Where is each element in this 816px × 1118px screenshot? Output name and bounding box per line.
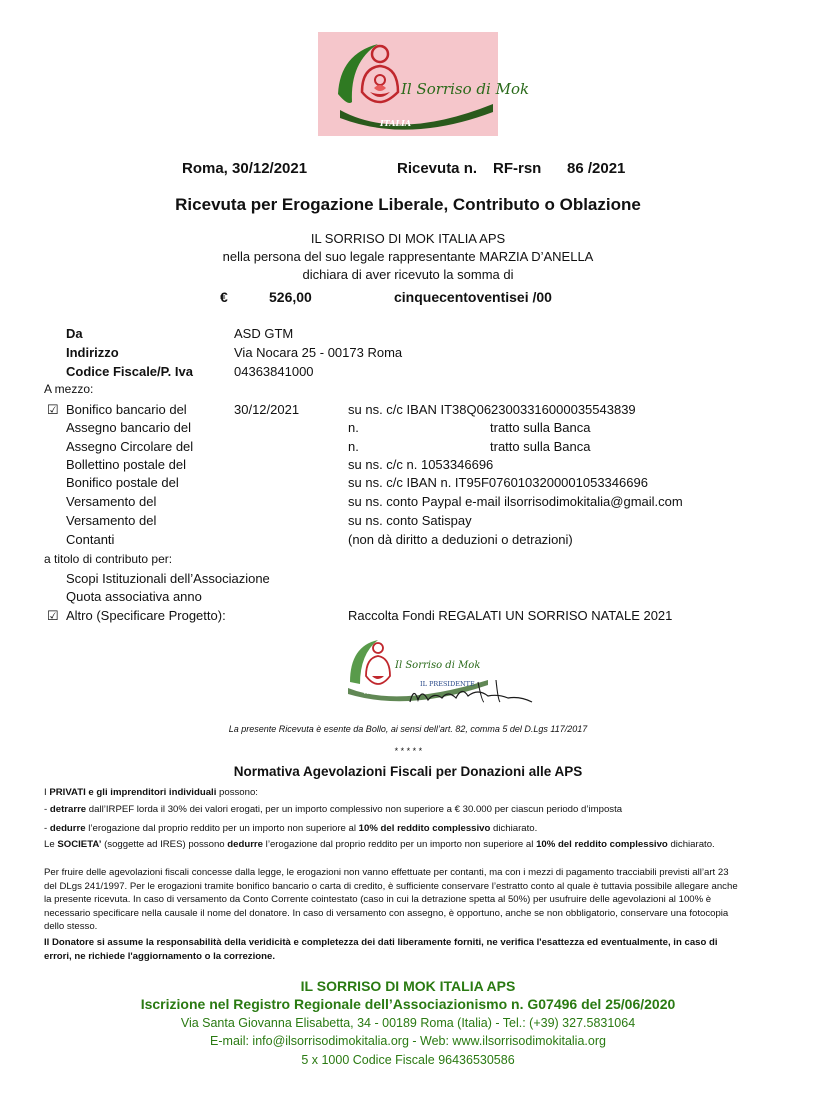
payment-row-detail: (non dà diritto a deduzioni o detrazioni): [348, 532, 573, 547]
svg-text:ITALIA: ITALIA: [364, 690, 384, 696]
declaration: dichiara di aver ricevuto la somma di: [302, 267, 514, 282]
svg-text:Il Sorriso di Mok: Il Sorriso di Mok: [401, 80, 530, 98]
amount-words: cinquecentoventisei /00: [394, 289, 552, 305]
payment-row-detail: n.: [348, 420, 359, 435]
page-title: Ricevuta per Erogazione Liberale, Contributo o Oblazione: [175, 195, 641, 214]
payment-row-detail: su ns. conto Paypal e-mail ilsorrisodimokitalia@gmail.com: [348, 494, 683, 509]
normativa-dedurre: - dedurre l’erogazione dal proprio reddito per un importo non superiore al 10% del reddito complessivo dichiarato.: [44, 823, 538, 834]
org-name: IL SORRISO DI MOK ITALIA APS: [310, 231, 506, 246]
footer-registry: Iscrizione nel Registro Regionale dell’Associazionismo n. G07496 del 25/06/2020: [140, 996, 676, 1012]
donor-label: Da: [66, 326, 83, 341]
footer-fiscal-code: 5 x 1000 Codice Fiscale 96436530586: [301, 1053, 515, 1067]
address-value: Via Nocara 25 - 00173 Roma: [234, 345, 403, 360]
normativa-societa: Le SOCIETA’ (soggette ad IRES) possono dedurre l’erogazione dal proprio reddito per un importo non superiore al 10% del reddito complessivo dichiarato.: [44, 839, 715, 850]
payment-row-detail: su ns. conto Satispay: [348, 513, 472, 528]
purpose-institutional: Scopi Istituzionali dell’Associazione: [66, 571, 270, 586]
stamp-duty-note: La presente Ricevuta è esente da Bollo, ai sensi dell’art. 82, comma 5 del D.Lgs 117/2017: [228, 724, 588, 734]
footer-org: IL SORRISO DI MOK ITALIA APS: [300, 978, 516, 994]
purpose-membership: Quota associativa anno: [66, 589, 202, 604]
payment-row-extra: tratto sulla Banca: [490, 439, 591, 454]
fiscal-code-value: 04363841000: [234, 364, 314, 379]
signature-stamp: [338, 636, 548, 712]
normativa-donor-responsibility: Il Donatore si assume la responsabilità della veridicità e completezza dei dati liberamente forniti, ne verifica l'esattezza ed eventualmente, in caso di errori, ne richiede l'aggiornamento o la correzione.: [44, 937, 718, 962]
payment-row-label: Assegno Circolare del: [66, 439, 194, 454]
payment-row-label: Versamento del: [66, 513, 157, 528]
donor-value: ASD GTM: [234, 326, 294, 341]
fiscal-code-label: Codice Fiscale/P. Iva: [66, 364, 193, 379]
checkbox-checked-icon[interactable]: ☑: [47, 608, 59, 623]
receipt-series: RF-rsn: [493, 160, 542, 177]
normativa-title: Normativa Agevolazioni Fiscali per Donazioni alle APS: [233, 764, 583, 779]
purpose-other-value: Raccolta Fondi REGALATI UN SORRISO NATALE 2021: [348, 608, 673, 623]
purpose-other: Altro (Specificare Progetto):: [66, 608, 226, 623]
president-signature-icon: [338, 636, 548, 712]
separator-stars: * * * * *: [394, 746, 422, 756]
receipt-number: 86 /2021: [567, 160, 626, 177]
receipt-label: Ricevuta n.: [397, 160, 478, 177]
payment-row-detail: su ns. c/c IBAN n. IT95F0760103200001053346696: [348, 475, 648, 490]
payment-row-label: Contanti: [66, 532, 115, 547]
footer-address: Via Santa Giovanna Elisabetta, 34 - 00189 Roma (Italia) - Tel.: (+39) 327.5831064: [180, 1016, 636, 1030]
currency-symbol: €: [220, 289, 228, 305]
amount-value: 526,00: [269, 289, 312, 305]
normativa-privati: I PRIVATI e gli imprenditori individuali possono:: [44, 787, 258, 798]
footer-contacts: E-mail: info@ilsorrisodimokitalia.org - Web: www.ilsorrisodimokitalia.org: [210, 1034, 606, 1048]
checkbox-checked-icon[interactable]: ☑: [47, 402, 59, 417]
svg-text:Il Sorriso di Mok: Il Sorriso di Mok: [395, 660, 481, 671]
payment-row-label: Versamento del: [66, 494, 157, 509]
purpose-heading: a titolo di contributo per:: [44, 552, 173, 566]
payment-row-extra: tratto sulla Banca: [490, 420, 591, 435]
payment-heading: A mezzo:: [44, 382, 94, 396]
payment-row-label: Bollettino postale del: [66, 457, 186, 472]
legal-rep: nella persona del suo legale rappresentante MARZIA D’ANELLA: [222, 249, 594, 264]
sorriso-di-mok-logo-icon: [318, 32, 530, 136]
normativa-payment-rules: Per fruire delle agevolazioni fiscali concesse dalla legge, le erogazioni non vanno effettuate per contanti, ma con i mezzi di pagamento tracciabili previsti all’art 23 del DLgs 241/1997. Per le erogazioni tramite bonifico bancario o carta di credito, è sufficiente conservare l’estratto conto al quale è tuttavia possibile allegare anche la presente ricevuta. In caso di versamento da Conto Corrente cointestato (caso in cui la detrazione spetta al 50%) per usufruire delle agevolazioni al 100% è necessario specificare nella causale il nome del donatore. In caso di versamento con assegno, è opportuno, anche se non obbligatorio, conservare una fotocopia dello stesso.: [44, 867, 738, 932]
payment-row-detail: n.: [348, 439, 359, 454]
city-date: Roma, 30/12/2021: [182, 160, 308, 177]
svg-text:ITALIA: ITALIA: [380, 118, 412, 128]
payment-row-label: Assegno bancario del: [66, 420, 192, 435]
svg-text:IL PRESIDENTE: IL PRESIDENTE: [420, 680, 475, 688]
payment-row-date: 30/12/2021: [234, 402, 300, 417]
normativa-detrarre: - detrarre dall’IRPEF lorda il 30% dei valori erogati, per un importo complessivo non superiore a € 30.000 per ciascun periodo d’imposta: [44, 804, 623, 815]
payment-row-label: Bonifico bancario del: [66, 402, 187, 417]
header-logo: [318, 32, 530, 136]
payment-row-detail: su ns. c/c IBAN IT38Q0623003316000035543839: [348, 402, 636, 417]
payment-row-label: Bonifico postale del: [66, 475, 179, 490]
payment-row-detail: su ns. c/c n. 1053346696: [348, 457, 494, 472]
address-label: Indirizzo: [66, 345, 119, 360]
